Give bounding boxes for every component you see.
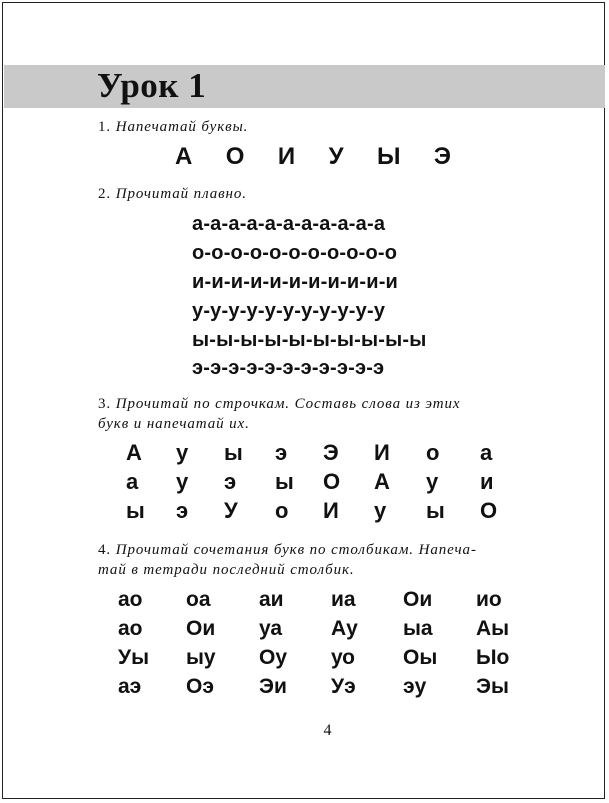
syllable-cell: оа (186, 588, 211, 611)
task3-number: 3. (98, 396, 112, 412)
letter-cell: у (176, 440, 189, 465)
syllable-cell: ао (118, 617, 143, 640)
letter-cell: ы (275, 469, 294, 494)
task4-text: Прочитай сочетания букв по столбикам. Напеча- (115, 542, 477, 558)
syllable-cell: аи (259, 588, 284, 611)
reading-line: о-о-о-о-о-о-о-о-о-о-о (192, 242, 398, 264)
syllable-cell: аэ (118, 675, 142, 698)
syllable-cell: Уы (118, 646, 149, 669)
letter-cell: ы (426, 498, 445, 523)
task4-instruction-line2: тай в тетради последний столбик. (98, 562, 355, 578)
letter-cell: э (176, 498, 189, 523)
task4-number: 4. (98, 542, 112, 558)
syllable-cell: Уэ (331, 675, 356, 698)
syllable-cell: уа (259, 617, 283, 640)
syllable-cell: уо (331, 646, 355, 669)
reading-line: ы-ы-ы-ы-ы-ы-ы-ы-ы-ы (192, 329, 427, 351)
task2-instruction (98, 185, 247, 204)
syllable-cell: Ои (403, 588, 433, 611)
syllable-cell: Ау (331, 617, 358, 640)
syllable-cell: ыу (186, 646, 216, 669)
letter-cell: о (426, 440, 440, 465)
letter-cell: э (275, 440, 288, 465)
letter: И (277, 143, 296, 170)
syllable-cell: Эи (259, 675, 287, 698)
syllable-cell: Оы (403, 646, 438, 669)
page-number: 4 (323, 722, 332, 739)
task1-text: Напечатай буквы. (115, 119, 249, 135)
letter: У (328, 143, 344, 170)
letter-cell: о (275, 498, 289, 523)
letter-cell: а (480, 440, 493, 465)
task3-instruction-line2: букв и напечатай их. (98, 416, 250, 432)
task1-number: 1. (98, 119, 112, 135)
letter-cell: э (224, 469, 237, 494)
letter-cell: и (480, 469, 494, 494)
reading-line: и-и-и-и-и-и-и-и-и-и-и (192, 271, 399, 293)
task3-instruction-line1 (98, 395, 460, 414)
syllable-cell: иа (331, 588, 356, 611)
task2-text: Прочитай плавно. (115, 186, 247, 202)
title-band (4, 65, 605, 108)
syllable-cell: Оэ (186, 675, 214, 698)
syllable-cell: ио (476, 588, 502, 611)
letter-cell: Э (323, 440, 339, 465)
letter-cell: у (176, 469, 189, 494)
task4-instruction-line1 (98, 541, 477, 560)
syllable-cell: Оу (259, 646, 288, 669)
syllable-cell: ыа (403, 617, 433, 640)
letter-cell: ы (224, 440, 243, 465)
syllable-cell: Эы (476, 675, 509, 698)
letter: О (225, 143, 245, 170)
letter-cell: О (480, 498, 498, 523)
task2-number: 2. (98, 186, 112, 202)
reading-line: у-у-у-у-у-у-у-у-у-у-у (192, 300, 386, 322)
syllable-cell: Ои (186, 617, 216, 640)
letter-cell: А (126, 440, 142, 465)
letter-cell: а (126, 469, 139, 494)
syllable-cell: Ыо (476, 646, 510, 669)
letter-cell: И (323, 498, 339, 523)
letter-cell: у (426, 469, 439, 494)
letter-cell: И (374, 440, 390, 465)
syllable-cell: Аы (476, 617, 510, 640)
letter-cell: у (374, 498, 387, 523)
letter-cell: ы (126, 498, 145, 523)
reading-line: э-э-э-э-э-э-э-э-э-э-э (192, 357, 385, 379)
syllable-cell: эу (403, 675, 427, 698)
letter: Э (433, 143, 451, 170)
letter: Ы (376, 143, 401, 170)
letter-cell: А (374, 469, 390, 494)
task1-instruction (98, 118, 248, 137)
letter-cell: О (323, 469, 341, 494)
reading-line: а-а-а-а-а-а-а-а-а-а-а (192, 213, 386, 235)
task1-letters (175, 144, 451, 170)
lesson-title: Урок 1 (97, 66, 207, 105)
syllable-cell: ао (118, 588, 143, 611)
letter: А (175, 143, 193, 170)
letter-cell: У (224, 498, 238, 523)
task3-text: Прочитай по строчкам. Составь слова из этих (115, 396, 461, 412)
